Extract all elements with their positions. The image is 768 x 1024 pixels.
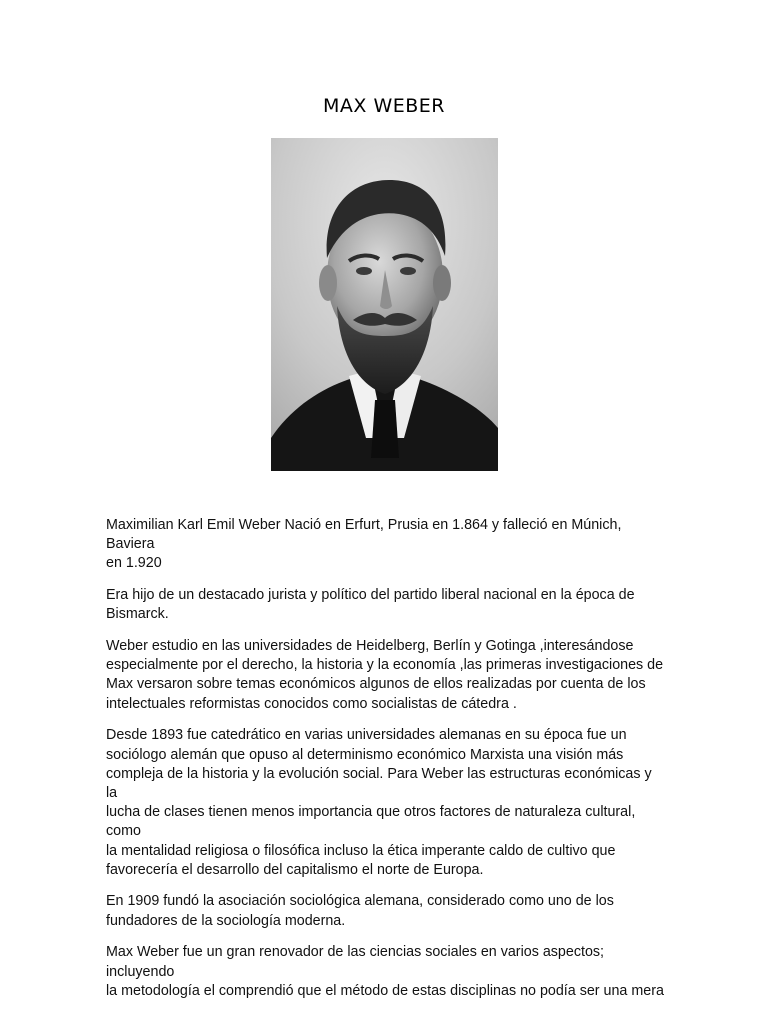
portrait-photo (271, 138, 498, 471)
paragraph: Desde 1893 fue catedrático en varias universidades alemanas en su época fue un sociólogo alemán que opuso al determinismo económico Marxista una visión más compleja de la historia y la evolución social. Para Weber las estructuras económicas y la lucha de clases tienen menos importancia que otros factores de naturaleza cultural, como la mentalidad religiosa o filosófica incluso la ética imperante caldo de cultivo que favorecería el desarrollo del capitalismo el norte de Europa. (106, 727, 652, 878)
paragraph: En 1909 fundó la asociación sociológica alemana, considerado como uno de los fundadores de la sociología moderna. (106, 893, 614, 929)
paragraph: Weber estudio en las universidades de Heidelberg, Berlín y Gotinga ,interesándose especialmente por el derecho, la historia y la economía ,las primeras investigaciones de Max versaron sobre temas económicos algunos de ellos realizadas por cuenta de los intelectuales reformistas conocidos como socialistas de cátedra . (106, 638, 664, 712)
paragraph: Maximilian Karl Emil Weber Nació en Erfurt, Prusia en 1.864 y falleció en Múnich, Baviera en 1.920 (106, 517, 622, 572)
paragraph: Era hijo de un destacado jurista y político del partido liberal nacional en la época de Bismarck. (106, 587, 635, 623)
paragraph: Max Weber fue un gran renovador de las ciencias sociales en varios aspectos; incluyendo la metodología el comprendió que el método de estas disciplinas no podía ser una mera (106, 944, 664, 999)
biography-text (106, 516, 666, 1013)
page-title: MAX WEBER (323, 95, 445, 117)
